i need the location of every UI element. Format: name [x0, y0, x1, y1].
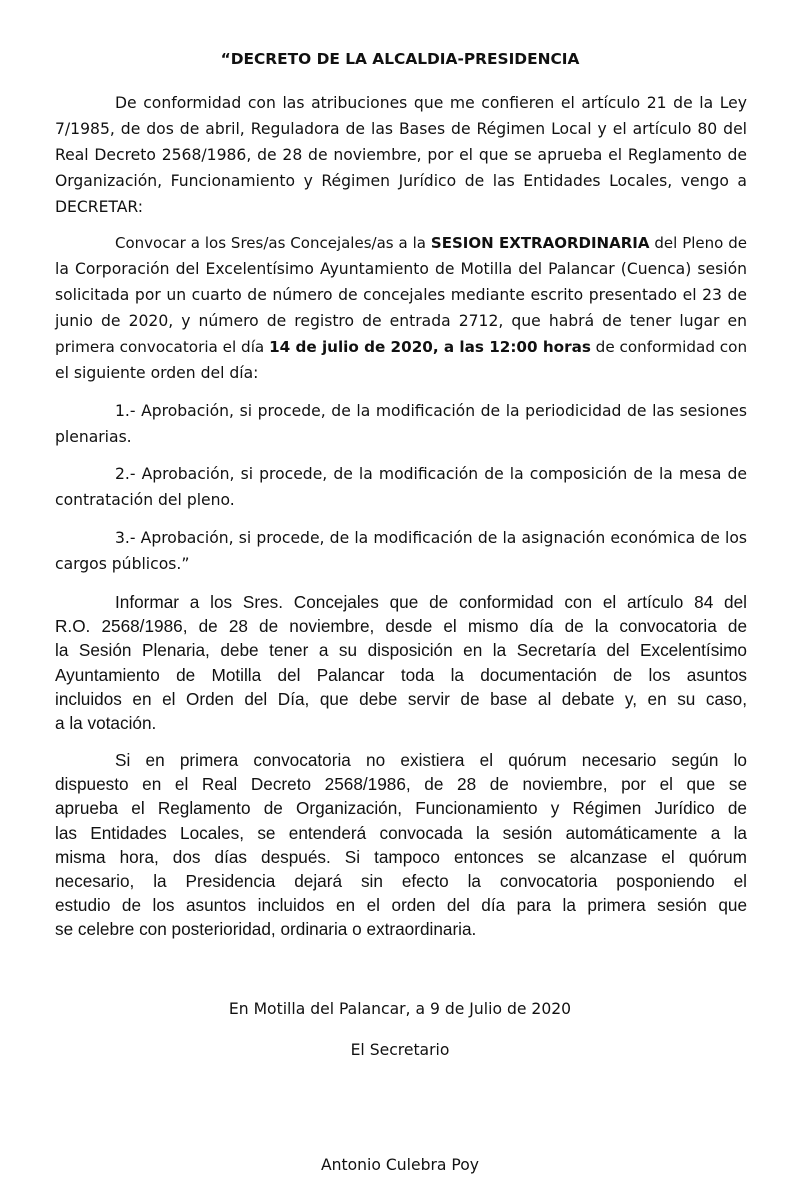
text-line: junio de 2020, y número de registro de entrada 2712, que habrá de tener lugar en: [55, 312, 747, 330]
text-run: de conformidad con: [590, 338, 748, 356]
signer-name: Antonio Culebra Poy: [320, 1156, 480, 1174]
text-line: se celebre con posterioridad, ordinaria o extraordinaria.: [55, 919, 477, 940]
text-run: del Pleno de: [649, 234, 748, 252]
text-line: 2.- Aprobación, si procede, de la modificación de la composición de la mesa de: [115, 465, 747, 483]
text-line: dispuesto en el Real Decreto 2568/1986, de 28 de noviembre, por el que se: [55, 774, 747, 795]
place-date: En Motilla del Palancar, a 9 de Julio de 2020: [228, 1000, 572, 1018]
text-line: Real Decreto 2568/1986, de 28 de noviembre, por el que se aprueba el Reglamento de: [55, 146, 747, 164]
text-line: la Corporación del Excelentísimo Ayuntamiento de Motilla del Palancar (Cuenca) sesión: [55, 260, 747, 278]
session-datetime: 14 de julio de 2020, a las 12:00 horas: [269, 338, 591, 356]
text-line: el siguiente orden del día:: [55, 364, 259, 382]
text-line: la Sesión Plenaria, debe tener a su disposición en la Secretaría del Excelentísimo: [55, 640, 747, 661]
text-line: Organización, Funcionamiento y Régimen Jurídico de las Entidades Locales, vengo a: [55, 172, 747, 190]
text-line: necesario, la Presidencia dejará sin efecto la convocatoria posponiendo el: [55, 870, 747, 891]
text-line: R.O. 2568/1986, de 28 de noviembre, desde el mismo día de la convocatoria de: [55, 616, 747, 637]
text-line: estudio de los asuntos incluidos en el orden del día para la primera sesión que: [55, 895, 747, 916]
signer-role: El Secretario: [350, 1041, 450, 1059]
agenda-item: [55, 525, 747, 577]
text-run: Convocar a los Sres/as Concejales/as a la: [115, 234, 431, 252]
text-run: primera convocatoria el día: [55, 338, 270, 356]
text-line: 7/1985, de dos de abril, Reguladora de las Bases de Régimen Local y el artículo 80 del: [55, 120, 747, 138]
text-line: las Entidades Locales, se entenderá convocada la sesión automáticamente a la: [55, 822, 747, 843]
text-line: aprueba el Reglamento de Organización, Funcionamiento y Régimen Jurídico de: [55, 798, 747, 819]
text-line: DECRETAR:: [55, 198, 144, 216]
convocatoria-paragraph: [55, 230, 747, 386]
text-line: cargos públicos.”: [55, 555, 190, 573]
session-type: SESION EXTRAORDINARIA: [430, 234, 650, 252]
text-line: Si en primera convocatoria no existiera el quórum necesario según lo: [115, 750, 747, 770]
text-line: Ayuntamiento de Motilla del Palancar toda la documentación de los asuntos: [55, 664, 747, 685]
text-line: plenarias.: [55, 428, 132, 446]
informar-paragraph: [55, 590, 747, 735]
text-line: contratación del pleno.: [55, 491, 235, 509]
agenda-item: [55, 398, 747, 450]
text-line: solicitada por un cuarto de número de concejales mediante escrito presentado el 23 de: [55, 286, 747, 304]
intro-paragraph: [55, 90, 747, 220]
text-line: misma hora, dos días después. Si tampoco entonces se alcanzase el quórum: [55, 846, 747, 867]
agenda-item: [55, 461, 747, 513]
text-line: 1.- Aprobación, si procede, de la modificación de la periodicidad de las sesiones: [115, 402, 747, 420]
text-line: Informar a los Sres. Concejales que de conformidad con el artículo 84 del: [115, 592, 747, 612]
text-line: incluidos en el Orden del Día, que debe servir de base al debate y, en su caso,: [55, 688, 747, 709]
text-line: De conformidad con las atribuciones que me confieren el artículo 21 de la Ley: [115, 94, 747, 112]
text-line: [55, 334, 747, 360]
decree-title: “DECRETO DE LA ALCALDIA-PRESIDENCIA: [220, 50, 580, 68]
quorum-paragraph: [55, 748, 747, 942]
text-line: [55, 230, 747, 256]
text-line: 3.- Aprobación, si procede, de la modificación de la asignación económica de los: [115, 529, 747, 547]
text-line: a la votación.: [55, 712, 157, 733]
